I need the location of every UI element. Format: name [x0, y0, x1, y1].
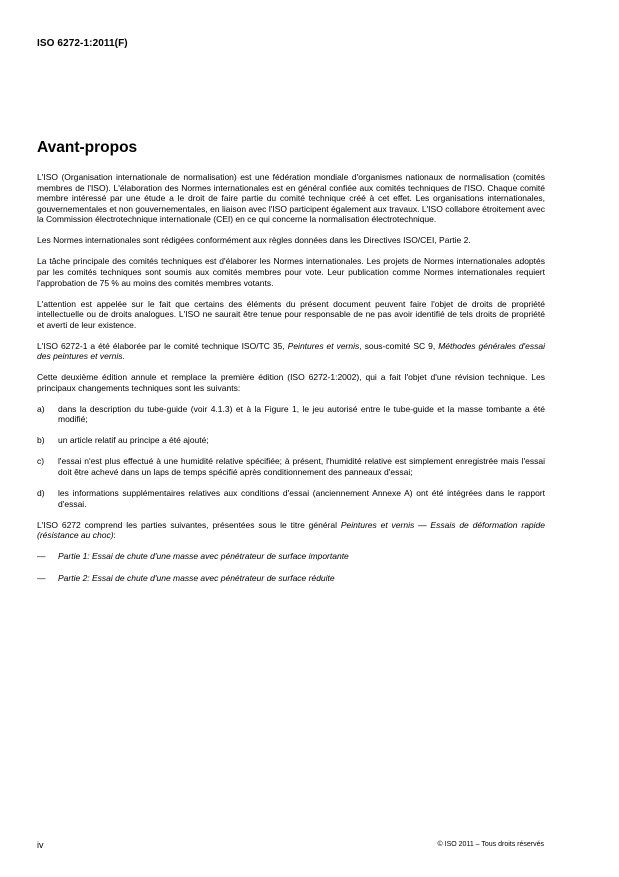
page-number: iv — [37, 840, 44, 850]
paragraph-edition: Cette deuxième édition annule et remplace la première édition (ISO 6272-1:2002), qui a fait l'objet d'une révision technique. Les principaux changements techniques sont les suivants: — [37, 372, 545, 393]
list-item — [37, 551, 545, 562]
list-item-text: un article relatif au principe a été ajouté; — [58, 435, 209, 446]
list-marker: c) — [37, 456, 45, 467]
subcommittee-name: Méthodes générales d'essai des peintures et vernis. — [37, 340, 546, 362]
copyright-notice: © ISO 2011 – Tous droits réservés — [437, 841, 544, 848]
paragraph-patent-rights: L'attention est appelée sur le fait que certains des éléments du présent document peuvent faire l'objet de droits de propriété intellectuelle ou de droits analogues. L'ISO ne saurait être tenue pour responsable de ne pas avoir identifié de tels droits de propriété et averti de leur existence. — [37, 298, 545, 330]
parts-intro-colon: : — [113, 530, 116, 541]
foreword-body — [37, 172, 545, 594]
list-item — [37, 488, 545, 509]
list-marker: d) — [37, 487, 45, 498]
parts-list — [37, 551, 545, 583]
dash-marker: — — [37, 572, 46, 583]
list-item — [37, 573, 545, 584]
list-item — [37, 404, 545, 425]
list-item — [37, 435, 545, 446]
paragraph-directives: Les Normes internationales sont rédigées conformément aux règles données dans les Directives ISO/CEI, Partie 2. — [37, 235, 471, 246]
paragraph-iso-intro: L'ISO (Organisation internationale de normalisation) est une fédération mondiale d'organismes nationaux de normalisation (comités membres de l'ISO). L'élaboration des Normes internationales est en général confiée aux comités techniques de l'ISO. Chaque comité membre intéressé par une étude a le droit de faire partie du comité technique créé à cet effet. Les organisations internationales, gouvernementales et non gouvernementales, en liaison avec l'ISO participent également aux travaux. L'ISO collabore étroitement avec la Commission électrotechnique internationale (CEI) en ce qui concerne la normalisation électrotechnique. — [37, 172, 545, 225]
list-marker: b) — [37, 435, 45, 446]
page-title: Avant-propos — [37, 139, 138, 156]
general-title: Peintures et vernis — Essais de déformation rapide (résistance au choc) — [37, 519, 545, 541]
paragraph-parts-intro — [37, 520, 545, 541]
list-item-text: les informations supplémentaires relatives aux conditions d'essai (anciennement Annexe A) ont été intégrées dans le rapport d'essai. — [58, 487, 545, 509]
committee-name: Peintures et vernis — [287, 340, 360, 351]
changes-list — [37, 404, 545, 509]
list-marker: a) — [37, 403, 45, 414]
parts-intro-text: L'ISO 6272 comprend les parties suivantes, présentées sous le titre général — [37, 519, 341, 530]
subcommittee-text: , sous-comité SC 9, — [359, 340, 439, 351]
paragraph-prepared-by — [37, 341, 545, 362]
prepared-by-text: L'ISO 6272-1 a été élaborée par le comité technique ISO/TC 35, — [37, 340, 288, 351]
paragraph-technical-committees: La tâche principale des comités techniques est d'élaborer les Normes internationales. Les projets de Normes internationales adoptés par les comités techniques sont soumis aux comités membres pour vote. Leur publication comme Normes internationales requiert l'approbation de 75 % au moins des comités membres votants. — [37, 256, 545, 288]
list-item — [37, 456, 545, 477]
dash-marker: — — [37, 551, 46, 562]
part-title: Partie 1: Essai de chute d'une masse avec pénétrateur de surface importante — [58, 551, 349, 562]
document-id-header: ISO 6272-1:2011(F) — [37, 38, 128, 49]
list-item-text: dans la description du tube-guide (voir 4.1.3) et à la Figure 1, le jeu autorisé entre le tube-guide et la masse tombante a été modifié; — [58, 403, 545, 425]
list-item-text: l'essai n'est plus effectué à une humidité relative spécifiée; à présent, l'humidité relative est simplement enregistrée mais l'essai doit être achevé dans un laps de temps spécifié après conditionnement des panneaux d'essai; — [58, 456, 545, 477]
part-title: Partie 2: Essai de chute d'une masse avec pénétrateur de surface réduite — [58, 572, 335, 583]
